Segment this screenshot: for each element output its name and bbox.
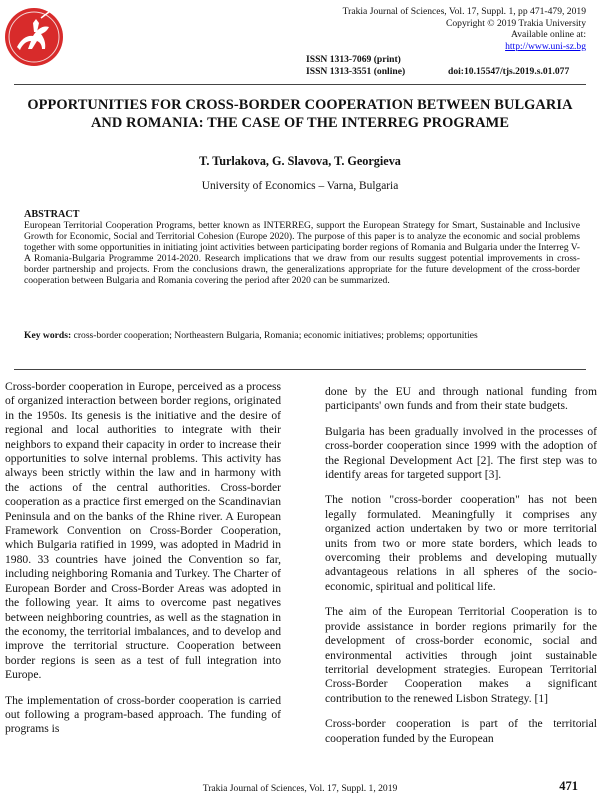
- keywords-section: [24, 330, 580, 341]
- paper-authors: T. Turlakova, G. Slavova, T. Georgieva: [199, 154, 401, 168]
- issn-online: ISSN 1313-3551 (online): [306, 65, 406, 77]
- copyright-line: Copyright © 2019 Trakia University: [445, 17, 586, 29]
- abstract-text: European Territorial Cooperation Programs, better known as INTERREG, support the European Strategy for Smart, Sustainable and Inclusive Growth for Economic, Social and Territorial Cohesion (Europe 2020). The purpose of this paper is to analyze the economic and social problems together with some opportunities in initiating joint activities between participating border regions of Romania and Bulgaria under the Interreg V-A Romania-Bulgaria Programme 2014-2020. Research implications that we draw from our results suggest potential improvements in cross-border partnership and projects. From the conclusions drawn, the generalizations appropriate for the future development of the cross-border cooperation between Bulgaria and Romania covering the period after 2020 can be summarized.: [24, 220, 580, 287]
- journal-logo: [3, 5, 65, 69]
- doi-text: doi:10.15547/tjs.2019.s.01.077: [448, 65, 570, 77]
- abstract-heading: ABSTRACT: [24, 209, 80, 220]
- issn-block: [306, 54, 570, 77]
- abstract-section: [24, 209, 580, 287]
- header-divider: [14, 84, 586, 85]
- body-paragraph: The aim of the European Territorial Cooperation is to provide assistance in border regions primarily for the development of cross-border economic, social and environmental activities through joint sustainable territorial development strategies. European Territorial Cross-Border Cooperation makes a significant contribution to the renewed Lisbon Strategy. [1]: [325, 605, 597, 705]
- issn-print: ISSN 1313-7069 (print): [306, 54, 401, 65]
- keywords-text: cross-border cooperation; Northeastern Bulgaria, Romania; economic initiatives; problems; opportunities: [73, 330, 478, 341]
- body-paragraph: Cross-border cooperation is part of the territorial cooperation funded by the European: [325, 717, 597, 745]
- body-paragraph: Cross-border cooperation in Europe, perceived as a process of organized interaction between border regions, originated in the 1950s. Its genesis is the initiative and the desire of regional and local authorities to integrate with their neighbors to expand their capacity in order to increase their opportunities to solve internal problems. This activity has always been strictly within the law and in harmony with the actions of the central authorities. Cross-border cooperation as a practice first emerged on the Scandinavian Peninsula and on the banks of the Rhine river. A European Framework Convention on Cross-Border Cooperation, which Bulgaria ratified in 1999, was adopted in Madrid in 1980. 33 countries have joined the Convention so far, including neighboring Romania and Turkey. The Charter of European Border and Cross-Border Areas was adopted in the following year. It aims to overcome past negatives between neighboring countries, as well as the stagnation in the economy, the territorial imbalances, and to develop and improve the territorial structure. Cooperation between border regions is seen as a test of full integration into Europe.: [5, 380, 281, 682]
- journal-url-link[interactable]: http://www.uni-sz.bg: [505, 40, 586, 52]
- page-number: 471: [559, 779, 578, 793]
- body-paragraph: The implementation of cross-border cooperation is carried out following a program-based approach. The funding of programs is: [5, 693, 281, 736]
- journal-masthead: [256, 6, 586, 52]
- body-paragraph: done by the EU and through national funding from participants' own funds and from their state budgets.: [325, 385, 597, 413]
- available-online-label: Available online at:: [511, 29, 586, 40]
- body-divider: [14, 369, 586, 370]
- paper-title: OPPORTUNITIES FOR CROSS-BORDER COOPERATION BETWEEN BULGARIA AND ROMANIA: THE CASE OF THE INTERREG PROGRAME: [27, 97, 573, 131]
- body-column-left: [5, 380, 281, 748]
- body-paragraph: Bulgaria has been gradually involved in the processes of cross-border cooperation since 1999 with the adoption of the Regional Development Act [2]. The first step was to identify areas for targeted support [3].: [325, 424, 597, 482]
- keywords-label: Key words:: [24, 330, 72, 341]
- journal-citation-line: Trakia Journal of Sciences, Vol. 17, Suppl. 1, pp 471-479, 2019: [342, 6, 586, 17]
- paper-affiliation: University of Economics – Varna, Bulgaria: [201, 180, 399, 192]
- body-paragraph: The notion "cross-border cooperation" has not been legally formulated. Meaningfully it comprises any organized action undertaken by two or more territorial units from two or more state borders, which leads to overcoming their problems and developing mutually advantageous relations in all spheres of the socio-economic, spiritual and political life.: [325, 493, 597, 593]
- page-footer: Trakia Journal of Sciences, Vol. 17, Suppl. 1, 2019: [202, 783, 398, 794]
- body-column-right: [325, 385, 597, 757]
